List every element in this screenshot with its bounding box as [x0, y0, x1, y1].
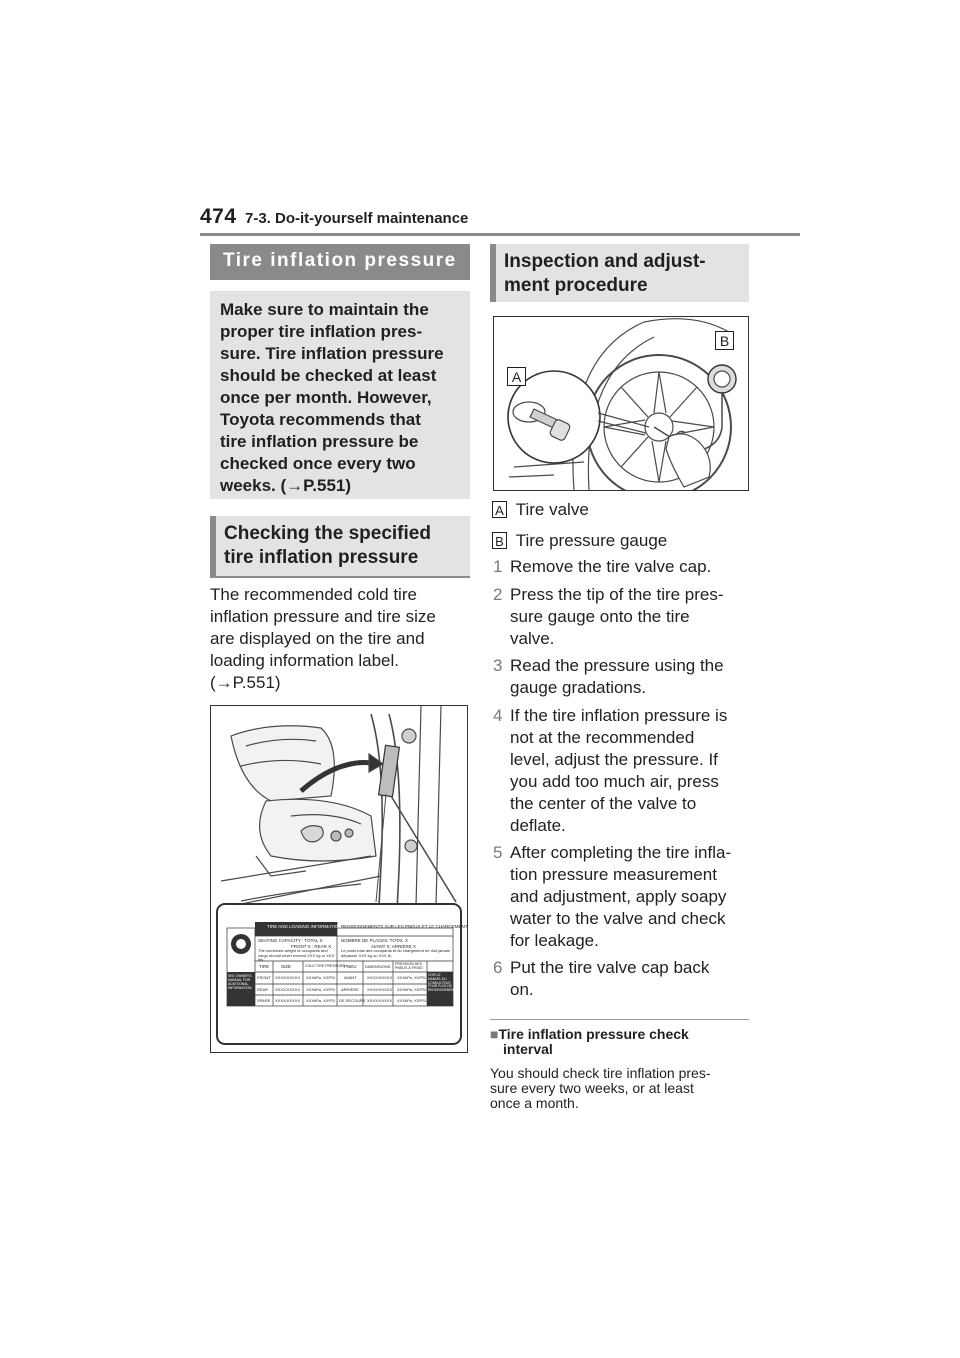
note-heading-line: Tire inflation pressure check: [498, 1026, 689, 1042]
step-text: [510, 556, 732, 578]
note-line: once a month.: [490, 1095, 579, 1111]
note-rule: [490, 1019, 749, 1020]
legend-item: [492, 499, 589, 521]
step-line: sure gauge onto the tire: [510, 607, 690, 626]
heading-checking-pressure: [210, 516, 470, 578]
step-number: 1: [493, 557, 503, 576]
step-line: Remove the tire valve cap.: [510, 557, 712, 576]
step-number: 4: [493, 706, 503, 725]
intro-line: Toyota recommends that: [220, 410, 421, 429]
label-col-dim: DIMENSIONS: [365, 964, 391, 969]
heading-tire-inflation: [210, 244, 470, 280]
label-cell: XXXkPa, XXPSI: [306, 998, 335, 1003]
legend-item: [492, 530, 667, 552]
label-cell: ARRIÈRE: [341, 987, 359, 992]
step: [493, 655, 753, 699]
callout-b: B: [715, 331, 734, 350]
note-heading-line: interval: [503, 1041, 553, 1057]
note-marker: ■: [490, 1026, 499, 1042]
intro-line: should be checked at least: [220, 366, 437, 385]
page-number: 474: [200, 205, 237, 228]
step-line: If the tire inflation pressure is: [510, 706, 728, 725]
heading-checking-line: tire inflation pressure: [224, 547, 419, 568]
step-line: Read the pressure using the: [510, 656, 724, 675]
step-line: not at the recommended: [510, 728, 695, 747]
legend-key: A: [492, 501, 507, 518]
step-line: you add too much air, press: [510, 772, 719, 791]
note-body: [490, 1066, 752, 1111]
legend-key: B: [492, 532, 507, 549]
label-cell: XXXX/XXXXX: [367, 975, 393, 980]
step-line: Press the tip of the tire pres-: [510, 585, 724, 604]
label-side-en: SEE OWNER'S MANUAL FOR ADDITIONAL INFORMATION: [228, 974, 252, 990]
label-cell: XXXkPa, XXPSI: [306, 975, 335, 980]
step-number: 3: [493, 656, 503, 675]
intro-line: Make sure to maintain the: [220, 300, 429, 319]
label-col-pneu: PNEU: [344, 964, 357, 969]
label-col-cold: COLD TIRE PRESSURE: [305, 964, 345, 968]
note-heading: [490, 1027, 752, 1057]
label-seating-en2: FRONT X : REAR X: [291, 944, 332, 949]
heading-inspection: [490, 244, 749, 302]
label-col-pression: PRESSION DES PNEUS À FROID: [395, 962, 423, 970]
callout-a: A: [507, 367, 526, 386]
step: [493, 705, 753, 837]
heading-checking-line: Checking the specified: [224, 523, 431, 544]
label-seating-fr2: AVANT X: ARRIÈRE X: [371, 944, 417, 949]
step-number: 5: [493, 843, 503, 862]
label-seating-fr: NOMBRE DE PLACES: TOTAL X: [341, 938, 408, 943]
step-line: tion pressure measurement: [510, 865, 717, 884]
step: [493, 556, 753, 578]
step-line: deflate.: [510, 816, 566, 835]
body-line: loading information label.: [210, 651, 400, 670]
legend-text: Tire pressure gauge: [515, 531, 668, 550]
label-cell: XXXX/XXXXX: [367, 998, 393, 1003]
note-line: sure every two weeks, or at least: [490, 1080, 694, 1096]
label-side-fr: VOIR LE MANUEL DU CONDUCTEUR POUR PLUS DE RENSEIGNEMENTS: [428, 973, 458, 993]
tire-gauge-illustration: [493, 316, 749, 491]
header-rule: [200, 233, 800, 236]
body-line: are displayed on the tire and: [210, 629, 425, 648]
label-weight-en: The combined weight of occupants and cargo should never exceed XXX kg or XXX lbs.: [258, 948, 335, 962]
label-cell: XXXX/XXXXX: [275, 987, 301, 992]
step-line: After completing the tire infla-: [510, 843, 732, 862]
step-text: [510, 705, 732, 837]
label-cell: FRONT: [257, 975, 271, 980]
label-col-tire: TIRE: [259, 964, 270, 969]
label-cell: REAR: [257, 987, 269, 992]
section-title: 7-3. Do-it-yourself maintenance: [245, 210, 469, 227]
intro-line: proper tire inflation pres-: [220, 322, 423, 341]
step-line: the center of the valve to: [510, 794, 697, 813]
heading-inspection-line: ment procedure: [504, 275, 648, 296]
label-weight-fr: Le poids total des occupants et du chargement ne doit jamais dépasser XXX kg ou XXX lb.: [341, 948, 450, 958]
body-paragraph: [210, 584, 472, 694]
label-cell: XXXX/XXXXX: [275, 998, 301, 1003]
step-text: [510, 655, 732, 699]
legend-text: Tire valve: [515, 500, 589, 519]
step-line: for leakage.: [510, 931, 599, 950]
note-line: You should check tire inflation pres-: [490, 1065, 711, 1081]
heading-tire-inflation-text: Tire inflation pressure: [223, 250, 457, 271]
door-label-illustration: [210, 705, 468, 1053]
label-cell: XXXkPa, XXPSI: [397, 998, 426, 1003]
label-cell: AVANT: [344, 975, 357, 980]
step-line: valve.: [510, 629, 555, 648]
label-cell: SPARE: [257, 998, 271, 1003]
label-cell: XXXX/XXXXX: [367, 987, 393, 992]
step-line: on.: [510, 980, 534, 999]
label-cell: XXXkPa, XXPSI: [397, 987, 426, 992]
step-text: [510, 842, 732, 952]
label-cell: XXXkPa, XXPSI: [397, 975, 426, 980]
tire-gauge-svg: [494, 317, 748, 490]
label-cell: XXXkPa, XXPSI: [306, 987, 335, 992]
heading-inspection-line: Inspection and adjust-: [504, 251, 706, 272]
body-line: (→P.551): [210, 673, 281, 692]
step-line: Put the tire valve cap back: [510, 958, 710, 977]
step-line: gauge gradations.: [510, 678, 647, 697]
step-text: [510, 957, 732, 1001]
intro-box: [210, 291, 470, 499]
label-col-size: SIZE: [281, 964, 292, 969]
label-cell: DE SECOURS: [339, 998, 366, 1003]
label-seating-en: SEATING CAPACITY : TOTAL X: [258, 938, 323, 943]
step: [493, 957, 753, 1001]
intro-line: sure. Tire inflation pressure: [220, 344, 444, 363]
body-line: inflation pressure and tire size: [210, 607, 436, 626]
intro-line: tire inflation pressure be: [220, 432, 419, 451]
label-title-fr: RENSEIGNEMENTS SUR LES PNEUS ET LE CHARGEMENT: [341, 924, 468, 929]
step-line: level, adjust the pressure. If: [510, 750, 718, 769]
intro-line: checked once every two: [220, 454, 416, 473]
step-line: and adjustment, apply soapy: [510, 887, 727, 906]
step-number: 2: [493, 585, 503, 604]
step-number: 6: [493, 958, 503, 977]
label-title-en: TIRE AND LOADING INFORMATION: [267, 924, 342, 929]
step: [493, 842, 753, 952]
label-cell: XXXX/XXXXX: [275, 975, 301, 980]
step: [493, 584, 753, 650]
step-line: water to the valve and check: [510, 909, 726, 928]
body-line: The recommended cold tire: [210, 585, 417, 604]
intro-line: weeks. (→P.551): [220, 476, 352, 495]
intro-line: once per month. However,: [220, 388, 432, 407]
step-text: [510, 584, 732, 650]
